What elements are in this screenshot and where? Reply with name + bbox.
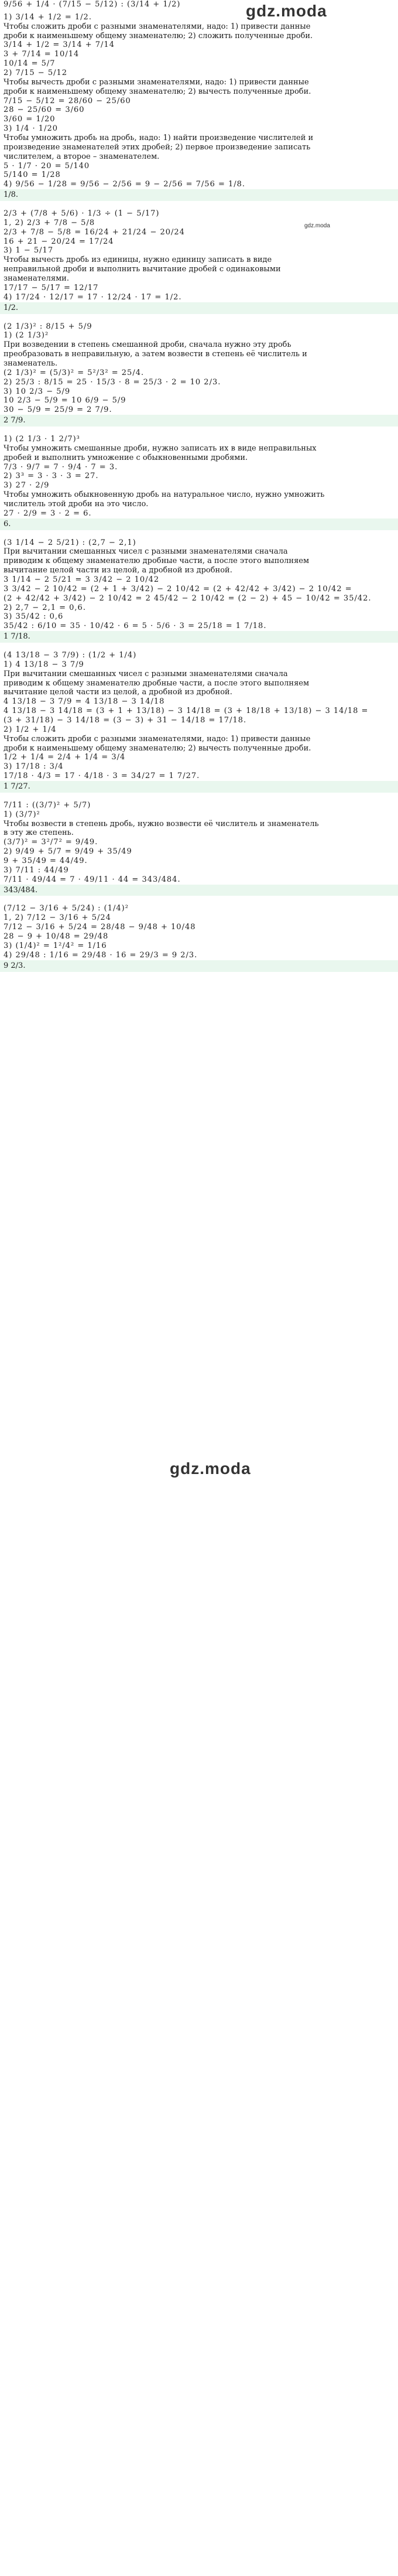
rule-text: произведение знаменателей этих дробей; 2) первое произведение записать <box>4 142 311 152</box>
rule-text: вычитание целой части из целой, а дробной из дробной. <box>4 688 232 697</box>
step: 3) 1/4 · 1/20 <box>4 124 58 134</box>
answer-band <box>0 518 398 530</box>
rule-text: Чтобы умножить смешанные дроби, нужно записать их в виде неправильных <box>4 443 317 453</box>
step: 2) 9/49 + 5/7 = 9/49 + 35/49 <box>4 847 132 857</box>
step: 1) (3/7)² <box>4 810 40 819</box>
watermark-mid: gdz.moda <box>170 1459 251 1478</box>
step: 1, 2) 2/3 + 7/8 − 5/8 <box>4 218 95 227</box>
rule-text: неправильной дроби и выполнить вычитание дробей с одинаковыми <box>4 265 281 274</box>
answer: 343/484. <box>4 885 38 895</box>
expression: (2 1/3)² : 8/15 + 5/9 <box>4 322 92 331</box>
rule-text: Чтобы вычесть дроби с разными знаменателями, надо: 1) привести данные <box>4 77 309 87</box>
step: 7/15 − 5/12 = 28/60 − 25/60 <box>4 96 131 105</box>
answer: 1 7/18. <box>4 632 30 642</box>
answer-band <box>0 302 398 314</box>
answer: 9 2/3. <box>4 961 26 970</box>
exercise-4 <box>0 435 398 530</box>
step: 4) 17/24 · 12/17 = 17 · 12/24 · 17 = 1/2. <box>4 292 182 302</box>
step: 2) 25/3 : 8/15 = 25 · 15/3 · 8 = 25/3 · 2 = 10 2/3. <box>4 377 221 387</box>
step: 1) (2 1/3)² <box>4 331 49 340</box>
step: 17/17 − 5/17 = 12/17 <box>4 283 99 292</box>
step: 7/3 · 9/7 = 7 · 9/4 · 7 = 3. <box>4 462 118 472</box>
step: 2) 2,7 − 2,1 = 0,6. <box>4 603 86 612</box>
rule-text: знаменатель. <box>4 359 58 368</box>
step: 2) 1/2 + 1/4 <box>4 725 57 734</box>
answer: 1/2. <box>4 303 19 312</box>
exercise-7 <box>0 801 398 896</box>
rule-text: При вычитании смешанных чисел с разными знаменателями сначала <box>4 547 288 557</box>
rule-text: числителем, а второе – знаменателем. <box>4 152 160 161</box>
rule-text: Чтобы возвести в степень дробь, нужно возвести её числитель и знаменатель <box>4 819 319 828</box>
expression: (3 1/14 − 2 5/21) : (2,7 − 2,1) <box>4 538 136 547</box>
expression: (4 13/18 − 3 7/9) : (1/2 + 1/4) <box>4 651 137 660</box>
step: 7/11 · 49/44 = 7 · 49/11 · 44 = 343/484. <box>4 875 181 884</box>
step: 3) 1 − 5/17 <box>4 246 54 255</box>
answer-band <box>0 631 398 643</box>
expression: 9/56 + 1/4 · (7/15 − 5/12) : (3/14 + 1/2) <box>4 0 181 9</box>
step: 35/42 : 6/10 = 35 · 10/42 · 6 = 5 · 5/6 · 3 = 25/18 = 1 7/18. <box>4 622 267 631</box>
answer: 1/8. <box>4 190 19 200</box>
answer-band <box>0 781 398 793</box>
exercise-3 <box>0 322 398 427</box>
step: 4) 9/56 − 1/28 = 9/56 − 2/56 = 9 − 2/56 = 7/56 = 1/8. <box>4 180 246 189</box>
step: 1) 3/14 + 1/2 = 1/2. <box>4 12 92 22</box>
step: 5/140 = 1/28 <box>4 170 61 180</box>
step: 1) (2 1/3 · 1 2/7)³ <box>4 434 80 443</box>
step: 4) 29/48 : 1/16 = 29/48 · 16 = 29/3 = 9 2/3. <box>4 950 198 960</box>
step: 7/12 − 3/16 + 5/24 = 28/48 − 9/48 + 10/48 <box>4 923 196 932</box>
rule-text: преобразовать в неправильную, а затем возвести в степень её числитель и <box>4 350 307 359</box>
step: 3) 7/11 : 44/49 <box>4 865 69 875</box>
rule-text: При вычитании смешанных чисел с разными знаменателями сначала <box>4 669 288 678</box>
answer-band <box>0 885 398 896</box>
rule-text: вычитание целой части из целой, а дробной из дробной. <box>4 566 232 575</box>
step: 3) 35/42 : 0,6 <box>4 612 64 622</box>
step: 9 + 35/49 = 44/49. <box>4 857 88 866</box>
step: 3) 27 · 2/9 <box>4 481 50 490</box>
expression: 2/3 + (7/8 + 5/6) · 1/3 ÷ (1 − 5/17) <box>4 209 160 219</box>
step: 3) 10 2/3 − 5/9 <box>4 387 71 396</box>
rule-text: При возведении в степень смешанной дроби, сначала нужно эту дробь <box>4 340 291 350</box>
step: 3 1/14 − 2 5/21 = 3 3/42 − 2 10/42 <box>4 575 160 584</box>
step: 4 13/18 − 3 7/9 = 4 13/18 − 3 14/18 <box>4 697 165 707</box>
step: 4 13/18 − 3 14/18 = (3 + 1 + 13/18) − 3 14/18 = (3 + 18/18 + 13/18) − 3 14/18 = <box>4 707 369 716</box>
step: (2 + 42/42 + 3/42) − 2 10/42 = 2 45/42 − 2 10/42 = (2 − 2) + 45 − 10/42 = 35/42. <box>4 593 372 603</box>
step: 28 − 25/60 = 3/60 <box>4 105 85 115</box>
rule-text: дроби к наименьшему общему знаменателю; 2) вычесть полученные дроби. <box>4 743 311 753</box>
exercise-1 <box>0 0 398 201</box>
step: 1, 2) 7/12 − 3/16 + 5/24 <box>4 913 111 923</box>
answer-band <box>0 960 398 972</box>
step: 1) 4 13/18 − 3 7/9 <box>4 660 84 669</box>
rule-text: дроби к наименьшему общему знаменателю; 2) сложить полученные дроби. <box>4 31 313 40</box>
rule-text: Чтобы умножить дробь на дробь, надо: 1) найти произведение числителей и <box>4 134 314 143</box>
step: 2/3 + 7/8 − 5/8 = 16/24 + 21/24 − 20/24 <box>4 227 185 237</box>
answer: 1 7/27. <box>4 782 30 791</box>
step: 3 3/42 − 2 10/42 = (2 + 1 + 3/42) − 2 10/42 = (2 + 42/42 + 3/42) − 2 10/42 = <box>4 584 352 593</box>
step: 3/14 + 1/2 = 3/14 + 7/14 <box>4 40 115 50</box>
expression: 7/11 : ((3/7)² + 5/7) <box>4 800 91 810</box>
answer-band <box>0 189 398 201</box>
rule-text: в эту же степень. <box>4 828 74 838</box>
step: (2 1/3)² = (5/3)² = 5²/3² = 25/4. <box>4 368 145 377</box>
step: 16 + 21 − 20/24 = 17/24 <box>4 237 114 246</box>
step: 27 · 2/9 = 3 · 2 = 6. <box>4 509 92 518</box>
exercise-6 <box>0 651 398 793</box>
answer: 6. <box>4 519 11 528</box>
watermark-small: gdz.moda <box>304 223 330 229</box>
rule-text: Чтобы сложить дроби с разными знаменателями, надо: 1) привести данные <box>4 22 311 31</box>
step: 10 2/3 − 5/9 = 10 6/9 − 5/9 <box>4 396 126 405</box>
step: 3 + 7/14 = 10/14 <box>4 50 80 59</box>
step: 1/2 + 1/4 = 2/4 + 1/4 = 3/4 <box>4 753 126 762</box>
rule-text: числитель этой дроби на это число. <box>4 499 149 509</box>
rule-text: Чтобы вычесть дробь из единицы, нужно единицу записать в виде <box>4 255 272 265</box>
step: 2) 3³ = 3 · 3 · 3 = 27. <box>4 472 99 481</box>
rule-text: приводим к общему знаменателю дробные части, а после этого выполняем <box>4 557 310 566</box>
rule-text: дробей и выполнить умножение с обыкновенными дробями. <box>4 453 248 462</box>
rule-text: дроби к наименьшему общему знаменателю; 2) вычесть полученные дроби. <box>4 87 311 96</box>
rule-text: Чтобы сложить дроби с разными знаменателями, надо: 1) привести данные <box>4 734 311 743</box>
step: 10/14 = 5/7 <box>4 59 56 69</box>
step: 30 − 5/9 = 25/9 = 2 7/9. <box>4 405 112 415</box>
rule-text: приводим к общему знаменателю дробные части, а после этого выполняем <box>4 678 310 688</box>
exercise-2 <box>0 209 398 313</box>
exercise-8 <box>0 904 398 971</box>
step: (3 + 31/18) − 3 14/18 = (3 − 3) + 31 − 14/18 = 17/18. <box>4 716 247 725</box>
rule-text: знаменателями. <box>4 274 69 284</box>
answer-band <box>0 415 398 427</box>
exercise-5 <box>0 538 398 643</box>
step: 3/60 = 1/20 <box>4 115 56 124</box>
step: 17/18 · 4/3 = 17 · 4/18 · 3 = 34/27 = 1 7/27. <box>4 772 200 781</box>
answer: 2 7/9. <box>4 416 26 425</box>
step: 2) 7/15 − 5/12 <box>4 69 68 78</box>
step: 3) 17/18 : 3/4 <box>4 762 64 772</box>
step: (3/7)² = 3²/7² = 9/49. <box>4 838 98 847</box>
rule-text: Чтобы умножить обыкновенную дробь на натуральное число, нужно умножить <box>4 490 325 500</box>
step: 5 · 1/7 · 20 = 5/140 <box>4 161 90 170</box>
step: 28 − 9 + 10/48 = 29/48 <box>4 932 109 941</box>
expression: (7/12 − 3/16 + 5/24) : (1/4)² <box>4 904 129 913</box>
step: 3) (1/4)² = 1²/4² = 1/16 <box>4 941 107 950</box>
watermark-top-right: gdz.moda <box>246 2 327 20</box>
